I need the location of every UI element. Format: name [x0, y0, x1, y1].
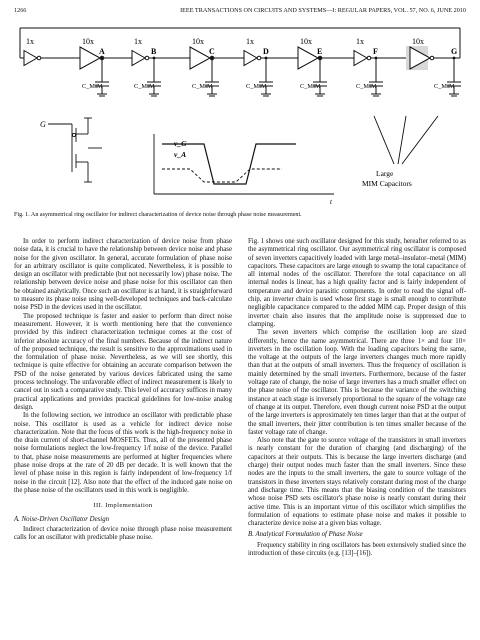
node-label-A: A — [99, 47, 105, 56]
running-header — [14, 7, 466, 17]
large-caps-label-1: Large — [376, 169, 394, 178]
mim-capacitor — [259, 58, 273, 96]
paragraph: Indirect characterization of device noise through phase noise measurement calls for an oscillator with predictable phase noise. — [14, 525, 232, 542]
mim-capacitor — [147, 58, 161, 96]
inverter-5 — [244, 51, 257, 66]
cap-label: C_MIM — [434, 83, 455, 90]
inverter-7 — [354, 51, 367, 66]
large-caps-label-2: MIM Capacitors — [362, 179, 412, 188]
left-column — [14, 238, 232, 542]
subsection-heading: A. Noise-Driven Oscillator Design — [14, 515, 110, 523]
mim-capacitor — [369, 58, 383, 96]
inverter-size-label: 10x — [192, 37, 204, 46]
inverter-bubble — [430, 56, 434, 60]
subsection-heading: B. Analytical Formulation of Phase Noise — [248, 531, 363, 539]
inverter-size-label: 10x — [82, 37, 94, 46]
time-axis-label: t — [330, 198, 332, 206]
node-label-G: G — [451, 47, 458, 56]
inverter-3 — [132, 51, 145, 66]
inverter-bubble — [367, 56, 371, 60]
paragraph: Frequency stability in ring oscillators has been extensively studied since the introduction of these circuits (e.g. [13]–[16]). — [248, 541, 466, 557]
journal-title: IEEE TRANSACTIONS ON CIRCUITS AND SYSTEMS—I: REGULAR PAPERS, VOL. 57, NO. 6, JUNE 2010 — [180, 7, 466, 14]
paragraph: In order to perform indirect characterization of device noise from phase noise data, it is crucial to have the relationship between device noise and phase noise for the given oscillator. In general, accurate formulation of phase noise for an arbitrary oscillator is quite complicated. Nevertheless, it is possible to design an oscillator with predictable (but not necessarily low) phase noise. The relationship between device noise and phase noise for this oscillator can then be obtained analytically. Once such an oscillator is at hand, it is straightforward to measure its phase noise using well-developed techniques and back-calculate noise PSD in the devices used in the oscillator. — [14, 238, 232, 312]
inverter-bubble — [37, 56, 41, 60]
cap-label: C_MIM — [192, 83, 213, 90]
node-label-D: D — [263, 47, 269, 56]
ring-oscillator-schematic — [14, 24, 466, 210]
cap-label: C_MIM — [134, 83, 155, 90]
inverter-size-label: 10x — [300, 37, 312, 46]
node-label-B: B — [151, 47, 157, 56]
inverter-6 — [298, 47, 318, 69]
paragraph: Also note that the gate to source voltage of the transistors in small inverters is nearly constant for the duration of charging (and discharging) of the capacitors at their outputs. This is because the large inverters discharge (and charge) their output nodes much faster than the small inverters. Since these nodes are the inputs to the small inverters, the gate to source voltage of the transistors in these inverters stays relatively constant during most of the charge and discharge time. This means that the biasing condition of the transistors whose noise PSD sets oscillator's phase noise is nearly constant during their active time. This is an important virtue of this oscillator which simplifies the formulation of equations to estimate phase noise and makes it possible to characterize device noise at a given bias voltage. — [248, 437, 466, 528]
cap-label: C_MIM — [246, 83, 267, 90]
node-label-C: C — [209, 47, 215, 56]
section-heading: III. Implementation — [93, 502, 153, 510]
node-label-E: E — [317, 47, 323, 56]
paragraph: In the following section, we introduce an oscillator with predictable phase noise. This oscillator is used as a vehicle for indirect device noise characterization. Note that the focus of this work is the high-frequency noise in the drain current of short-channel MOSFETs. Thus, all of the presented phase noise formulations neglect the low-frequency 1/f noise of the device. Parallel to that, phase noise measurements are performed at higher frequencies where phase noise drops at the rate of 20 dB per decade. It is well known that the level of phase noise in this region is fairly independent of low-frequency 1/f noise in the circuit [12]. Also note that the effect of the induced gate noise on the phase noise of the oscillators used in this work is negligible. — [14, 412, 232, 494]
mim-capacitor — [205, 58, 219, 96]
gate-label-transistor: G — [40, 120, 46, 129]
paragraph: The seven inverters which comprise the oscillation loop are sized differently, hence the name asymmetrical. There are three 1× and four 10× inverters in the oscillation loop. With the loading capacitors being the same, the voltage at the outputs of the large inverters changes much more rapidly than that at the outputs of small inverters. Thus the frequency of oscillation is mainly determined by the small inverters. Furthermore, because of the faster voltage rate of change, the noise of large inverters has a much smaller effect on the phase noise of the oscillator. This is because the variance of the switching instance at each stage is inversely proportional to the square of the voltage rate of change at its output. Therefore, even though current noise PSD at the output of the large inverters is approximately ten times larger than that at the output of the small inverters, their jitter contribution is ten times smaller because of the faster voltage rate of change. — [248, 329, 466, 436]
inverter-size-label: 1x — [26, 37, 34, 46]
inverter-4 — [190, 47, 210, 69]
figure-1 — [14, 24, 466, 210]
figure-caption: Fig. 1. An asymmetrical ring oscillator for indirect characterization of device noise through phase noise measurement. — [14, 212, 302, 218]
cap-label: C_MIM — [300, 83, 321, 90]
inverter-bubble — [145, 56, 149, 60]
cap-label: C_MIM — [82, 83, 103, 90]
paragraph: The proposed technique is faster and easier to perform than direct noise measurement. However, it is worth mentioning here that the convenience provided by this indirect characterization technique comes at the cost of inferior absolute accuracy of the final numbers. Because of the indirect nature of the proposed technique, the result is sensitive to the approximations used in the formulation of phase noise. Nevertheless, as we will see shortly, this technique is quite effective for obtaining an accurate comparison between the PSD of the noise generated by various devices fabricated using the same process technology. The unfavorable effect of indirect measurement is likely to cancel out in such a comparative study. This level of accuracy suffices in many practical applications and provides practical guidelines for low-noise analog design. — [14, 312, 232, 411]
inverter-size-label: 1x — [134, 37, 142, 46]
gate-voltage-label: v_G — [174, 139, 187, 148]
inverter-bubble — [257, 56, 261, 60]
mim-capacitor — [313, 58, 327, 96]
node-label-F: F — [373, 47, 378, 56]
inverter-size-label: 1x — [246, 37, 254, 46]
transistor-inset — [48, 118, 102, 182]
right-column — [248, 238, 466, 558]
node-voltage-label: v_A — [174, 150, 187, 159]
mim-capacitor — [447, 58, 461, 96]
inverter-2 — [80, 47, 100, 69]
inverter-size-label: 10x — [412, 37, 424, 46]
inverter-1 — [24, 51, 37, 66]
page-number: 1266 — [14, 7, 27, 14]
inverter-size-label: 1x — [356, 37, 364, 46]
paragraph: Fig. 1 shows one such oscillator designed for this study, hereafter referred to as the asymmetrical ring oscillator. Our asymmetrical ring oscillator is composed of seven inverters capacitively loaded with large metal–insulator–metal (MIM) capacitors. These capacitors are large enough to swamp the total capacitance of all internal nodes of the oscillator. Therefore the total capacitance on all internal nodes is linear, has a high quality factor and is fairly independent of temperature and device parasitic components. In order to read the signal off-chip, an inverter chain is used whose first stage is small enough to contribute negligible capacitance compared to the added MIM cap. Proper design of this inverter chain also insures that the amplitude noise is suppressed due to clamping. — [248, 238, 466, 328]
annotation-arrows — [374, 116, 438, 164]
cap-label: C_MIM — [356, 83, 377, 90]
mim-capacitor — [95, 58, 109, 96]
